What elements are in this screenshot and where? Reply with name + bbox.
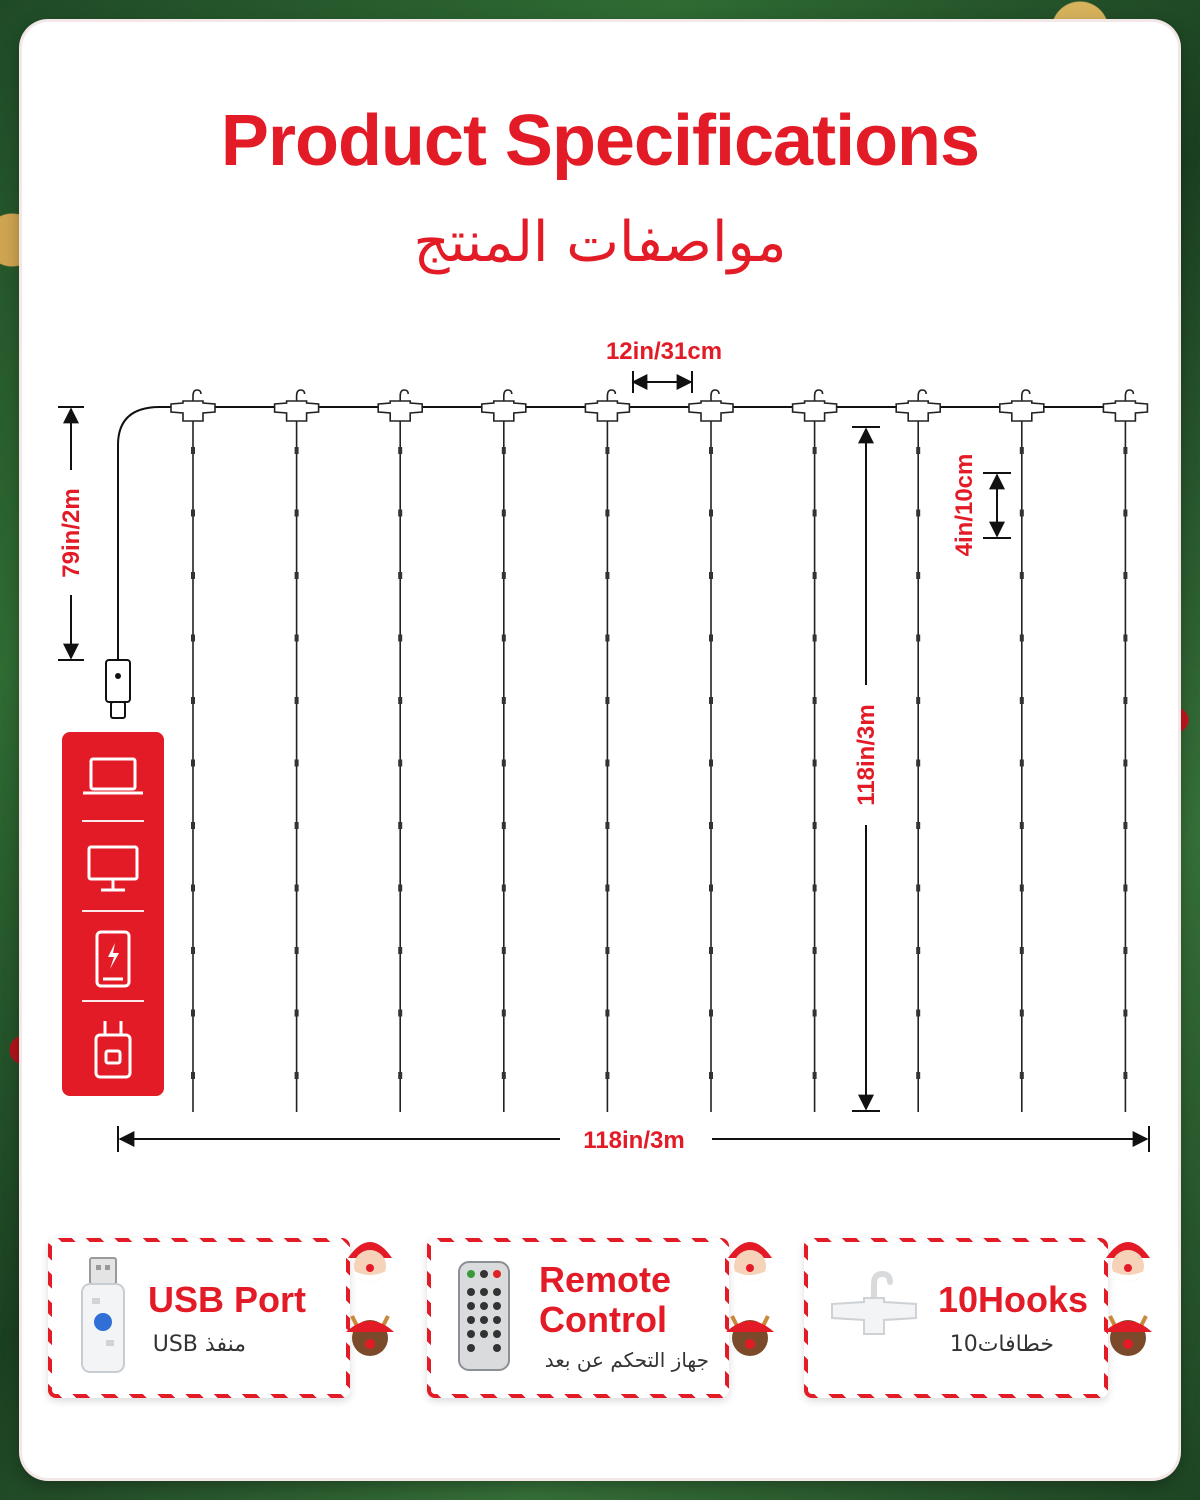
divider <box>82 820 144 822</box>
bulb <box>605 822 609 829</box>
hook-icon <box>1103 390 1147 421</box>
hook-icon <box>689 390 733 421</box>
feature-title: 10Hooks <box>938 1279 1089 1320</box>
bulb <box>1123 572 1127 579</box>
bulb <box>605 885 609 892</box>
strands-group <box>171 390 1147 1112</box>
bulb <box>1020 760 1024 767</box>
bulb <box>502 447 506 454</box>
bulb <box>1123 1010 1127 1017</box>
bulb <box>191 947 195 954</box>
bulb <box>605 947 609 954</box>
bulb <box>813 447 817 454</box>
bulb <box>1123 885 1127 892</box>
bulb <box>1020 635 1024 642</box>
divider <box>82 1000 144 1002</box>
bulb <box>916 822 920 829</box>
feature-subtitle: جهاز التحكم عن بعد <box>544 1348 709 1372</box>
bulb <box>1123 760 1127 767</box>
bulb <box>398 635 402 642</box>
hook-icon <box>1000 390 1044 421</box>
page-subtitle: مواصفات المنتج <box>413 210 787 275</box>
bulb <box>813 822 817 829</box>
bulb <box>709 447 713 454</box>
bulb <box>709 572 713 579</box>
bulb <box>502 635 506 642</box>
bulb <box>1020 822 1024 829</box>
bulb <box>502 822 506 829</box>
bulb <box>709 822 713 829</box>
bulb <box>1020 1010 1024 1017</box>
bulb <box>813 885 817 892</box>
bulb <box>398 572 402 579</box>
bulb <box>916 947 920 954</box>
reindeer-icon <box>1100 1306 1156 1362</box>
bulb <box>709 947 713 954</box>
bulb <box>605 1072 609 1079</box>
bulb <box>191 760 195 767</box>
bulb <box>1123 510 1127 517</box>
bulb <box>916 447 920 454</box>
bulb <box>398 1072 402 1079</box>
bulb <box>709 1010 713 1017</box>
bulb <box>295 947 299 954</box>
hook-icon <box>824 1268 924 1352</box>
bulb <box>295 572 299 579</box>
bulb <box>502 510 506 517</box>
bulb <box>1123 1072 1127 1079</box>
bulb <box>916 760 920 767</box>
controller-box <box>106 660 130 702</box>
bulb <box>295 1010 299 1017</box>
bulb <box>295 822 299 829</box>
bulb <box>813 1072 817 1079</box>
laptop-icon <box>62 732 164 822</box>
reindeer-icon <box>342 1306 398 1362</box>
reindeer-icon <box>722 1306 778 1362</box>
bulb <box>398 822 402 829</box>
bulb-spacing-label: 4in/10cm <box>951 453 978 557</box>
bulb <box>502 1010 506 1017</box>
bulb <box>398 510 402 517</box>
bulb <box>916 1010 920 1017</box>
bulb <box>916 635 920 642</box>
bulb <box>191 822 195 829</box>
bulb <box>398 760 402 767</box>
hook-icon <box>171 390 215 421</box>
feature-title: USB Port <box>148 1279 307 1320</box>
bulb <box>1123 822 1127 829</box>
bulb <box>813 572 817 579</box>
remote-control-icon <box>457 1260 511 1376</box>
bulb <box>605 572 609 579</box>
feature-remote-control <box>427 1238 729 1398</box>
bulb <box>813 947 817 954</box>
hook-icon <box>793 390 837 421</box>
bulb <box>605 760 609 767</box>
feature-hooks <box>804 1238 1108 1398</box>
bulb <box>191 1010 195 1017</box>
bulb <box>191 447 195 454</box>
feature-subtitle: منفذ USB <box>152 1332 246 1357</box>
santa-icon <box>722 1232 778 1288</box>
bulb <box>916 572 920 579</box>
hook-icon <box>275 390 319 421</box>
bulb <box>191 697 195 704</box>
bulb <box>502 572 506 579</box>
power-source-panel <box>62 732 164 1096</box>
divider <box>82 910 144 912</box>
bulb <box>295 1072 299 1079</box>
bulb <box>1020 447 1024 454</box>
bulb <box>1123 447 1127 454</box>
bulb <box>813 697 817 704</box>
hook-icon <box>378 390 422 421</box>
bulb <box>605 510 609 517</box>
bulb <box>398 447 402 454</box>
bulb <box>295 760 299 767</box>
hook-icon <box>896 390 940 421</box>
santa-icon <box>342 1232 398 1288</box>
total-width-label: 118in/3m <box>583 1127 685 1154</box>
bulb <box>295 635 299 642</box>
bulb <box>813 760 817 767</box>
bulb <box>709 697 713 704</box>
hook-icon <box>585 390 629 421</box>
bulb <box>605 1010 609 1017</box>
bulb <box>709 885 713 892</box>
bulb <box>295 885 299 892</box>
hook-spacing-label: 12in/31cm <box>605 338 723 365</box>
bulb <box>191 635 195 642</box>
feature-title: Remote Control <box>539 1259 672 1340</box>
bulb <box>398 885 402 892</box>
bulb <box>502 885 506 892</box>
usb-plug-icon <box>78 1254 128 1382</box>
monitor-icon <box>62 824 164 914</box>
bulb <box>1020 947 1024 954</box>
bulb <box>398 697 402 704</box>
bulb <box>813 1010 817 1017</box>
bulb <box>605 635 609 642</box>
bulb <box>709 1072 713 1079</box>
bulb <box>916 697 920 704</box>
bulb <box>502 697 506 704</box>
bulb <box>191 885 195 892</box>
bulb <box>813 635 817 642</box>
bulb <box>1123 947 1127 954</box>
bulb <box>1123 697 1127 704</box>
wall-adapter-icon <box>62 1004 164 1094</box>
bulb <box>813 510 817 517</box>
bulb <box>295 447 299 454</box>
power-bank-icon <box>62 914 164 1004</box>
bulb <box>1020 572 1024 579</box>
bulb <box>1020 697 1024 704</box>
bulb <box>1020 1072 1024 1079</box>
feature-usb-port <box>48 1238 350 1398</box>
bulb <box>191 510 195 517</box>
bulb <box>191 572 195 579</box>
bulb <box>502 1072 506 1079</box>
bulb <box>502 947 506 954</box>
bulb <box>605 697 609 704</box>
lead-length-label: 79in/2m <box>58 488 85 578</box>
bulb <box>502 760 506 767</box>
feature-subtitle: خطافات10 <box>949 1332 1054 1357</box>
page-title: Product Specifications <box>220 101 980 181</box>
bulb <box>398 947 402 954</box>
bulb <box>398 1010 402 1017</box>
bulb <box>709 510 713 517</box>
lead-cable <box>118 407 160 660</box>
bulb <box>295 697 299 704</box>
bulb <box>916 510 920 517</box>
bulb <box>1123 635 1127 642</box>
bulb <box>295 510 299 517</box>
bulb <box>605 447 609 454</box>
bulb <box>709 760 713 767</box>
hook-icon <box>482 390 526 421</box>
strand-length-label: 118in/3m <box>853 704 880 806</box>
santa-icon <box>1100 1232 1156 1288</box>
bulb <box>1020 885 1024 892</box>
bulb <box>709 635 713 642</box>
bulb <box>191 1072 195 1079</box>
bulb <box>916 1072 920 1079</box>
bulb <box>1020 510 1024 517</box>
bulb <box>916 885 920 892</box>
